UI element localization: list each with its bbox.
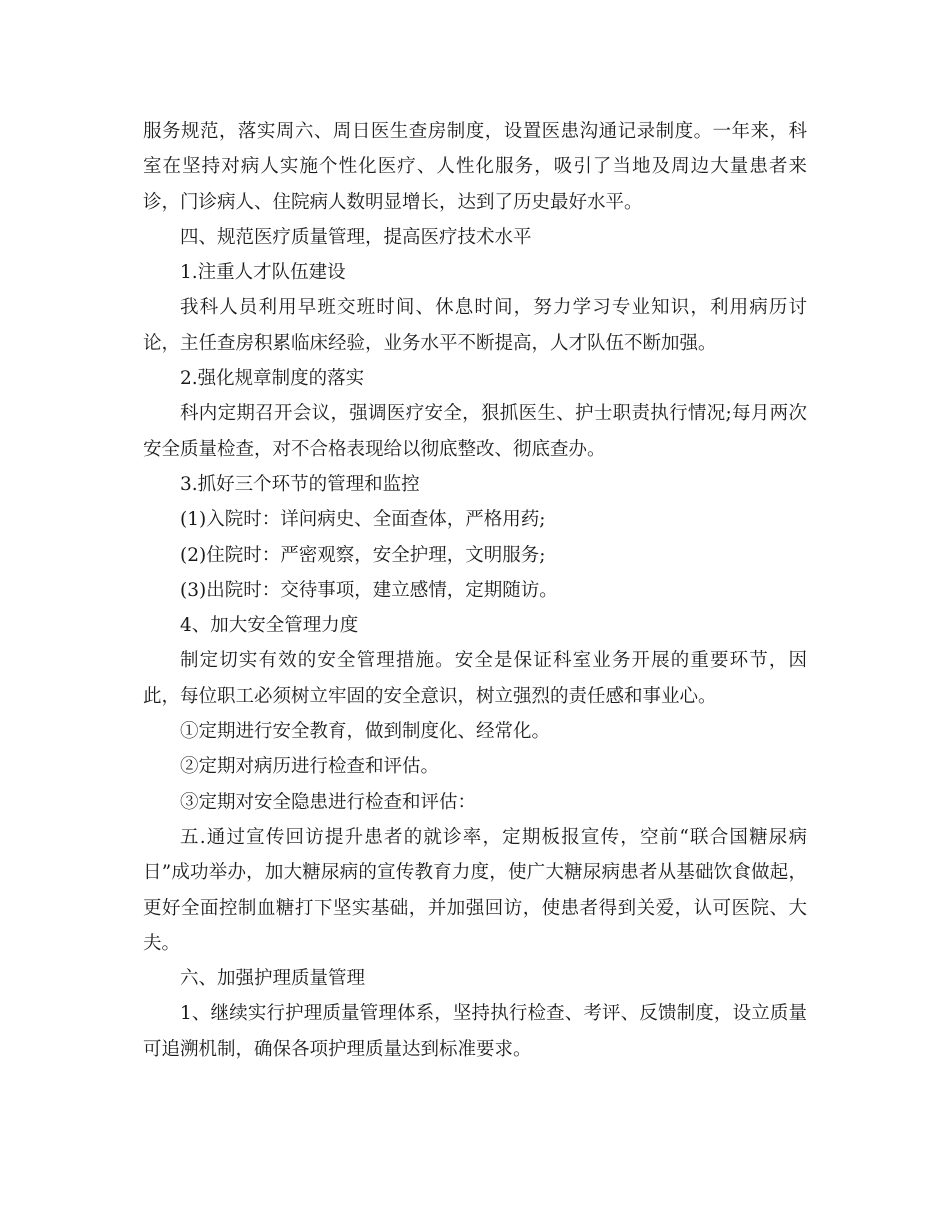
list-item-safety-education: ①定期进行安全教育，做到制度化、经常化。: [180, 721, 551, 743]
paragraph-regulations: 科内定期召开会议，强调医疗安全，狠抓医生、护士职责执行情况;每月两次安全质量检查，对不合格表现给以彻底整改、彻底查办。: [143, 403, 807, 460]
document-body: [143, 114, 807, 1067]
section-heading-4: 四、规范医疗质量管理，提高医疗技术水平: [180, 226, 532, 248]
paragraph-nursing-quality: 1、继续实行护理质量管理体系，坚持执行检查、考评、反馈制度，设立质量可追溯机制，确保各项护理质量达到标准要求。: [143, 1003, 807, 1060]
subheading-regulations: 2.强化规章制度的落实: [180, 368, 365, 390]
list-item-discharge: (3)出院时：交待事项，建立感情，定期随访。: [180, 579, 558, 601]
list-item-record-check: ②定期对病历进行检查和评估。: [180, 756, 440, 778]
section-heading-6: 六、加强护理质量管理: [180, 968, 366, 990]
list-item-hospitalization: (2)住院时：严密观察，安全护理，文明服务;: [180, 544, 546, 566]
paragraph-talent-team: 我科人员利用早班交班时间、休息时间，努力学习专业知识，利用病历讨论，主任查房积累临床经验，业务水平不断提高，人才队伍不断加强。: [143, 297, 807, 354]
subheading-talent-team: 1.注重人才队伍建设: [180, 262, 346, 284]
paragraph-safety: 制定切实有效的安全管理措施。安全是保证科室业务开展的重要环节，因此，每位职工必须树立牢固的安全意识，树立强烈的责任感和事业心。: [143, 650, 807, 707]
section-heading-5: 五.通过宣传回访提升患者的就诊率，定期板报宣传，空前“联合国糖尿病日”成功举办，加大糖尿病的宣传教育力度，使广大糖尿病患者从基础饮食做起，更好全面控制血糖打下坚实基础，并加强回访，使患者得到关爱，认可医院、大夫。: [143, 826, 807, 954]
list-item-hazard-check: ③定期对安全隐患进行检查和评估：: [180, 791, 477, 813]
paragraph-continuation: 服务规范，落实周六、周日医生查房制度，设置医患沟通记录制度。一年来，科室在坚持对病人实施个性化医疗、人性化服务，吸引了当地及周边大量患者来诊，门诊病人、住院病人数明显增长，达到了历史最好水平。: [143, 121, 807, 213]
list-item-admission: (1)入院时：详问病史、全面查体，严格用药;: [180, 509, 546, 531]
subheading-three-links: 3.抓好三个环节的管理和监控: [180, 473, 420, 495]
subheading-safety: 4、加大安全管理力度: [180, 615, 359, 637]
